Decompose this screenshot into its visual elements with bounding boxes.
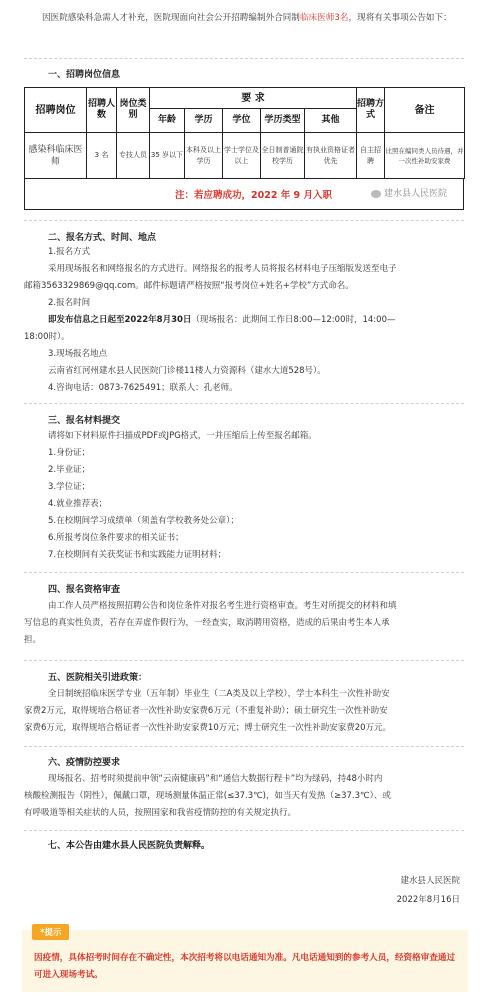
cell-method: 自主招聘 xyxy=(357,133,385,179)
s6-line3: 有呼吸道等相关症状的人员，按照国家和我省疫情防控的有关规定执行。 xyxy=(24,808,297,818)
s6-line2: 核酸检测报告（阴性），佩戴口罩，现场测量体温正常(≤37.3℃)，如当天有发热（≥37.3℃）、或 xyxy=(24,791,391,801)
section1-title: 一、招聘岗位信息 xyxy=(48,70,121,80)
divider xyxy=(24,830,464,831)
header-edu-type: 学历类型 xyxy=(261,109,305,133)
cell-age: 35 岁以下 xyxy=(150,133,185,179)
s2-line6: 18:00时）。 xyxy=(24,332,70,342)
s3-item: 2.毕业证； xyxy=(48,465,91,475)
header-degree: 学历 xyxy=(185,109,223,133)
section5-title: 五、医院相关引进政策： xyxy=(48,673,148,683)
s3-item: 5.在校期间学习成绩单（须盖有学校教务处公章）； xyxy=(48,516,239,526)
s4-line2: 写信息的真实性负责，若存在弄虚作假行为，一经查实，取消聘用资格，造成的后果由考生本人承 xyxy=(24,618,390,628)
header-category: 岗位类别 xyxy=(117,88,150,133)
cell-other: 有执业资格证者优先 xyxy=(305,133,357,179)
cell-academic: 学士学位及以上 xyxy=(223,133,261,179)
cell-category: 专技人员 xyxy=(117,133,150,179)
s2-line1: 1.报名方式 xyxy=(48,247,91,257)
s2-line3: 邮箱3563329869@qq.com。邮件标题请严格按照“报考岗位+姓名+学校”方式命名。 xyxy=(24,281,354,291)
cell-edu-type: 全日制普通院校学历 xyxy=(261,133,305,179)
table-note-row xyxy=(24,178,464,210)
s5-line3: 家费6万元，取得规培合格证者一次性补助安家费10万元；博士研究生一次性补助安家费20万元。 xyxy=(24,723,392,733)
tip-tag-label: 提示 xyxy=(44,928,62,938)
header-academic: 学位 xyxy=(223,109,261,133)
divider xyxy=(24,403,464,404)
header-age: 年龄 xyxy=(150,109,185,133)
s5-line2: 家费2万元，取得规培合格证者一次性补助安家费6万元（不重复补助）；硕士研究生一次性补助安 xyxy=(24,706,388,716)
header-remark: 备注 xyxy=(385,88,465,133)
tip-box xyxy=(22,930,468,992)
s3-item: 4.就业推荐表； xyxy=(48,499,108,509)
table-note: 注：若应聘成功，2022 年 9 月入职 xyxy=(175,190,332,201)
s2-line4: 2.报名时间 xyxy=(48,298,91,308)
divider xyxy=(24,220,464,221)
header-post: 招聘岗位 xyxy=(25,88,87,133)
tip-tag: *提示 xyxy=(32,924,69,940)
s3-intro: 请将如下材料原件扫描成PDF或JPG格式，一并压缩后上传至报名邮箱。 xyxy=(48,431,317,441)
cell-post: 感染科临床医师 xyxy=(25,133,87,179)
signature-date: 2022年8月16日 xyxy=(396,895,460,905)
job-table xyxy=(24,87,465,179)
header-requirements: 要 求 xyxy=(150,88,357,109)
divider xyxy=(24,660,464,661)
s4-line3: 担。 xyxy=(24,635,42,645)
section7-title: 七、本公告由建水县人民医院负责解释。 xyxy=(48,841,211,851)
s2-deadline: 即发布信息之日起至2022年8月30日 xyxy=(48,315,192,325)
s3-item: 6.所报考岗位条件要求的相关证书； xyxy=(48,533,184,543)
divider xyxy=(24,746,464,747)
divider xyxy=(24,58,464,59)
watermark xyxy=(371,186,447,199)
intro-highlight: 临床医师3名 xyxy=(300,13,349,23)
cell-count: 3 名 xyxy=(87,133,117,179)
section4-title: 四、报名资格审查 xyxy=(48,585,121,595)
section2-title: 二、报名方式、时间、地点 xyxy=(48,233,157,243)
table-row xyxy=(25,133,465,179)
wechat-icon xyxy=(371,190,381,198)
cell-degree: 本科及以上学历 xyxy=(185,133,223,179)
header-method: 招聘方式 xyxy=(357,88,385,133)
intro-text-after: ，现将有关事项公告如下： xyxy=(348,13,452,23)
cell-remark: 比照在编同类人员待遇，并一次性补助安家费 xyxy=(385,133,465,179)
intro-text-before: 因医院感染科急需人才补充，医院现面向社会公开招聘编制外合同制 xyxy=(42,13,301,23)
s6-line1: 现场报名、招考时须提前申领“云南健康码”和“通信大数据行程卡”均为绿码，持48小时内 xyxy=(48,774,383,784)
s3-item: 7.在校期间有关获奖证书和实践能力证明材料； xyxy=(48,550,227,560)
s2-line7: 3.现场报名地点 xyxy=(48,349,108,359)
header-count: 招聘人数 xyxy=(87,88,117,133)
s2-hours: （现场报名：此期间工作日8:00—12:00时，14:00— xyxy=(191,315,396,325)
s5-line1: 全日制统招临床医学专业（五年制）毕业生（二A类及以上学校），学士本科生一次性补助安 xyxy=(48,689,390,699)
s2-line8: 云南省红河州建水县人民医院门诊楼11楼人力资源科（建水大道528号）。 xyxy=(48,366,326,376)
header-other: 其他 xyxy=(305,109,357,133)
watermark-text: 建水县人民医院 xyxy=(384,189,448,199)
section6-title: 六、疫情防控要求 xyxy=(48,758,121,768)
intro-paragraph xyxy=(24,10,464,27)
s4-line1: 由工作人员严格按照招聘公告和岗位条件对报名考生进行资格审查。考生对所提交的材料和填 xyxy=(48,601,397,611)
s3-item: 1.身份证； xyxy=(48,448,91,458)
divider xyxy=(24,572,464,573)
s2-line5 xyxy=(48,312,468,329)
tip-text: 因疫情，具体招考时间存在不确定性，本次招考将以电话通知为准。凡电话通知到的参考人员，经资格审查通过可进入现场考试。 xyxy=(34,953,456,980)
s2-line2: 采用现场报名和网络报名的方式进行。网络报名的报考人员将报名材料电子压缩版发送至电子 xyxy=(48,264,397,274)
s2-line9: 4.咨询电话：0873-7625491；联系人：孔老师。 xyxy=(48,383,238,393)
s3-item: 3.学位证； xyxy=(48,482,91,492)
section3-title: 三、报名材料提交 xyxy=(48,416,121,426)
signature-org: 建水县人民医院 xyxy=(400,876,460,886)
